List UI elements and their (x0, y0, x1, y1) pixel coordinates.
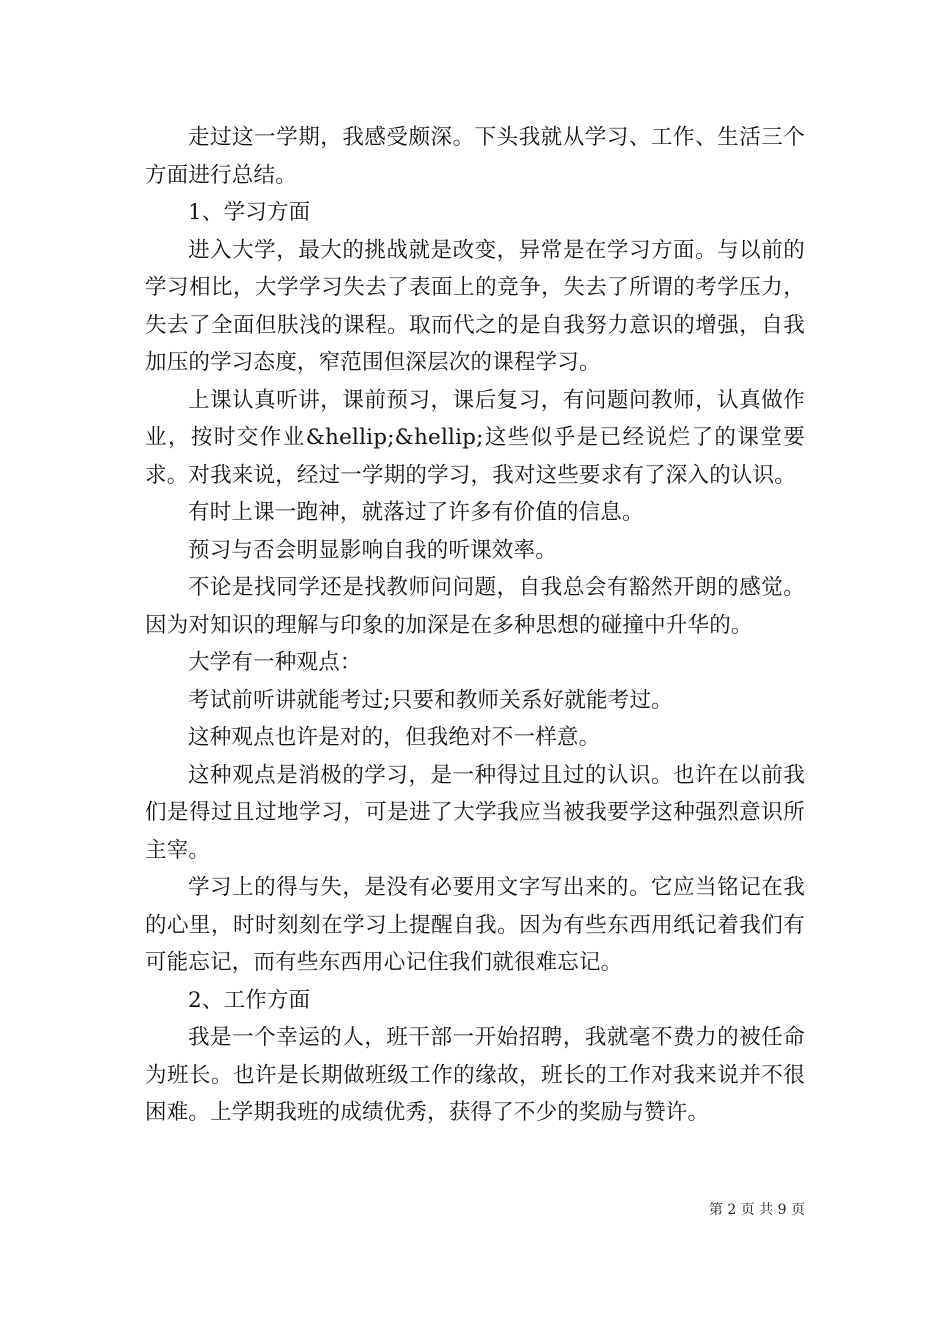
paragraph-viewpoint: 考试前听讲就能考过;只要和教师关系好就能考过。 (188, 687, 673, 713)
paragraph-gains-losses: 学习上的得与失，是没有必要用文字写出来的。它应当铭记在我的心里，时时刻刻在学习上提醒自我。因为有些东西用纸记着我们有可能忘记，而有些东西用心记住我们就很难忘记。 (145, 875, 805, 975)
section-heading-study: 1、学习方面 (188, 200, 311, 225)
paragraph-class-monitor: 我是一个幸运的人，班干部一开始招聘，我就毫不费力的被任命为班长。也许是长期做班级工作的缘故，班长的工作对我来说并不很困难。上学期我班的成绩优秀，获得了不少的奖励与赞许。 (145, 1025, 805, 1125)
paragraph-disagree: 这种观点也许是对的，但我绝对不一样意。 (188, 725, 601, 750)
paragraph-passive-learning: 这种观点是消极的学习，是一种得过且过的认识。也许在以前我们是得过且过地学习，可是进了大学我应当被我要学这种强烈意识所主宰。 (145, 762, 805, 863)
paragraph-preview: 预习与否会明显影响自我的听课效率。 (188, 537, 557, 563)
page-number-footer: 第 2 页 共 9 页 (708, 1202, 805, 1218)
paragraph-class-requirements: 上课认真听讲，课前预习，课后复习，有问题问教师，认真做作业，按时交作业&hellip;&hellip;这些似乎是已经说烂了的课堂要求。对我来说，经过一学期的学习，我对这些要求有了深入的认识。 (145, 387, 805, 488)
paragraph-study-challenge: 进入大学，最大的挑战就是改变，异常是在学习方面。与以前的学习相比，大学学习失去了表面上的竞争，失去了所谓的考学压力，失去了全面但肤浅的课程。取而代之的是自我努力意识的增强，自我加压的学习态度，窄范围但深层次的课程学习。 (145, 237, 805, 375)
paragraph-distraction: 有时上课一跑神，就落过了许多有价值的信息。 (188, 500, 644, 525)
document-body (145, 119, 805, 1132)
paragraph-intro: 走过这一学期，我感受颇深。下头我就从学习、工作、生活三个方面进行总结。 (145, 125, 805, 188)
paragraph-asking-questions: 不论是找同学还是找教师问问题，自我总会有豁然开朗的感觉。因为对知识的理解与印象的加深是在多种思想的碰撞中升华的。 (145, 575, 805, 638)
section-heading-work: 2、工作方面 (188, 987, 311, 1013)
paragraph-viewpoint-intro: 大学有一种观点： (188, 650, 362, 675)
